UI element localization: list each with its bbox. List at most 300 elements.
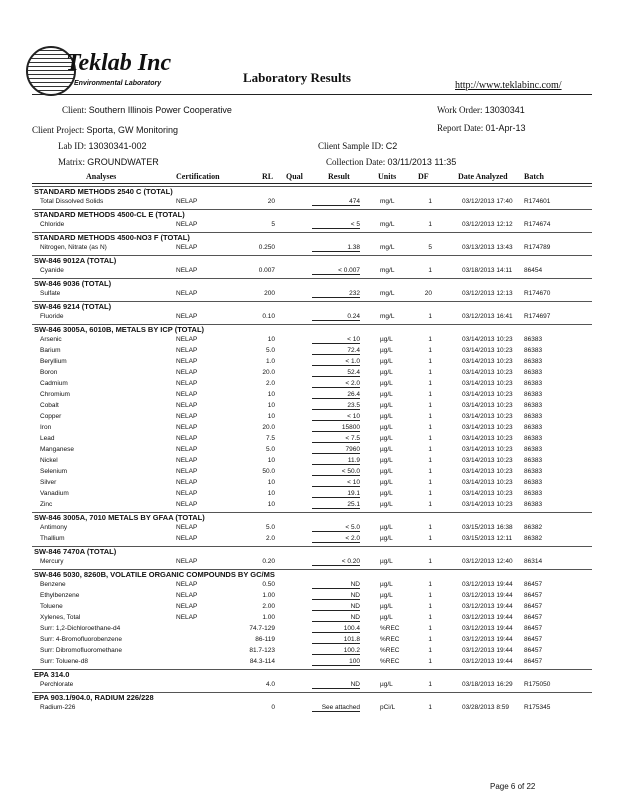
project-line: [32, 125, 178, 135]
col-qual: Qual: [286, 172, 303, 181]
cell-batch: 86383: [524, 435, 543, 442]
cell-batch: 86457: [524, 581, 543, 588]
cell-certification: NELAP: [176, 221, 198, 228]
cell-certification: NELAP: [176, 490, 198, 497]
cell-batch: 86383: [524, 358, 543, 365]
matrix-label: Matrix:: [58, 157, 85, 167]
cell-certification: NELAP: [176, 501, 198, 508]
cell-rl: 5: [271, 221, 275, 228]
cell-date-analyzed: 03/12/2013 17:40: [462, 198, 513, 205]
cell-analyte: Beryllium: [40, 358, 67, 365]
cell-result: 474: [312, 198, 360, 206]
cell-date-analyzed: 03/14/2013 10:23: [462, 358, 513, 365]
cell-certification: NELAP: [176, 290, 198, 297]
cell-date-analyzed: 03/14/2013 10:23: [462, 413, 513, 420]
client-label: Client:: [62, 105, 87, 115]
cell-rl: 86-119: [255, 636, 275, 643]
section-title: STANDARD METHODS 4500-CL E (TOTAL): [34, 210, 185, 219]
table-row: [0, 703, 619, 714]
sample-id-label: Client Sample ID:: [318, 141, 384, 151]
table-row: [0, 401, 619, 412]
cell-certification: NELAP: [176, 336, 198, 343]
cell-certification: NELAP: [176, 244, 198, 251]
cell-units: µg/L: [380, 614, 393, 621]
table-row: [0, 500, 619, 511]
table-row: [0, 379, 619, 390]
cell-rl: 5.0: [265, 446, 275, 453]
cell-result: 25.1: [312, 501, 360, 509]
cell-df: 1: [428, 358, 432, 365]
cell-units: µg/L: [380, 347, 393, 354]
cell-rl: 10: [267, 413, 275, 420]
table-row: [0, 489, 619, 500]
cell-result: 15800: [312, 424, 360, 432]
cell-rl: 0.007: [258, 267, 275, 274]
cell-batch: 86383: [524, 380, 543, 387]
section-title: SW-846 7470A (TOTAL): [34, 547, 117, 556]
cell-rl: 4.0: [265, 681, 275, 688]
cell-analyte: Copper: [40, 413, 62, 420]
cell-certification: NELAP: [176, 198, 198, 205]
col-df: DF: [418, 172, 429, 181]
cell-units: mg/L: [380, 198, 395, 205]
cell-units: µg/L: [380, 479, 393, 486]
client-line: [62, 105, 232, 115]
cell-result: 232: [312, 290, 360, 298]
table-row: [0, 580, 619, 591]
cell-df: 1: [428, 490, 432, 497]
cell-certification: NELAP: [176, 267, 198, 274]
table-row: [0, 357, 619, 368]
cell-date-analyzed: 03/18/2013 14:11: [462, 267, 513, 274]
cell-units: µg/L: [380, 446, 393, 453]
cell-result: 26.4: [312, 391, 360, 399]
cell-batch: 86383: [524, 402, 543, 409]
cell-batch: R174789: [524, 244, 551, 251]
table-row: [0, 534, 619, 545]
cell-result: ND: [312, 592, 360, 600]
cell-df: 1: [428, 336, 432, 343]
cell-df: 1: [428, 380, 432, 387]
cell-result: 100.4: [312, 625, 360, 633]
cell-result: < 50.0: [312, 468, 360, 476]
cell-rl: 0.10: [262, 313, 275, 320]
cell-analyte: Selenium: [40, 468, 68, 475]
cell-date-analyzed: 03/14/2013 10:23: [462, 457, 513, 464]
cell-batch: 86457: [524, 647, 543, 654]
cell-date-analyzed: 03/14/2013 10:23: [462, 435, 513, 442]
cell-df: 1: [428, 413, 432, 420]
cell-units: µg/L: [380, 369, 393, 376]
table-row: [0, 523, 619, 534]
report-date-label: Report Date:: [437, 123, 484, 133]
cell-analyte: Ethylbenzene: [40, 592, 80, 599]
col-certification: Certification: [176, 172, 220, 181]
cell-analyte: Arsenic: [40, 336, 62, 343]
company-subtitle: Environmental Laboratory: [74, 80, 162, 87]
cell-certification: NELAP: [176, 347, 198, 354]
cell-batch: 86457: [524, 603, 543, 610]
cell-units: µg/L: [380, 501, 393, 508]
cell-df: 1: [428, 435, 432, 442]
cell-analyte: Barium: [40, 347, 61, 354]
cell-result: ND: [312, 603, 360, 611]
section-title: SW-846 3005A, 6010B, METALS BY ICP (TOTAL): [34, 325, 205, 334]
section-title: SW-846 5030, 8260B, VOLATILE ORGANIC COMPOUNDS BY GC/MS: [34, 570, 275, 579]
cell-df: 1: [428, 625, 432, 632]
cell-date-analyzed: 03/12/2013 19:44: [462, 614, 513, 621]
cell-date-analyzed: 03/14/2013 10:23: [462, 501, 513, 508]
cell-units: mg/L: [380, 244, 395, 251]
cell-rl: 10: [267, 402, 275, 409]
cell-df: 20: [424, 290, 432, 297]
table-row: [0, 557, 619, 568]
cell-date-analyzed: 03/12/2013 16:41: [462, 313, 513, 320]
cell-certification: NELAP: [176, 369, 198, 376]
cell-units: µg/L: [380, 592, 393, 599]
cell-batch: R174697: [524, 313, 551, 320]
cell-batch: 86383: [524, 446, 543, 453]
cell-date-analyzed: 03/14/2013 10:23: [462, 380, 513, 387]
cell-date-analyzed: 03/12/2013 19:44: [462, 658, 513, 665]
cell-batch: 86382: [524, 524, 543, 531]
work-order-value: 13030341: [484, 105, 525, 115]
cell-units: µg/L: [380, 380, 393, 387]
cell-rl: 5.0: [265, 347, 275, 354]
table-row: [0, 602, 619, 613]
table-row: [0, 646, 619, 657]
cell-analyte: Mercury: [40, 558, 64, 565]
cell-units: %REC: [380, 636, 400, 643]
cell-rl: 1.0: [265, 358, 275, 365]
cell-result: < 10: [312, 336, 360, 344]
cell-certification: NELAP: [176, 435, 198, 442]
work-order-line: [437, 105, 525, 115]
cell-certification: NELAP: [176, 391, 198, 398]
cell-batch: 86457: [524, 636, 543, 643]
cell-units: µg/L: [380, 581, 393, 588]
cell-df: 1: [428, 221, 432, 228]
cell-rl: 20.0: [262, 424, 275, 431]
cell-units: %REC: [380, 625, 400, 632]
cell-df: 1: [428, 558, 432, 565]
cell-batch: 86454: [524, 267, 543, 274]
cell-batch: 86383: [524, 501, 543, 508]
cell-batch: 86383: [524, 457, 543, 464]
table-row: [0, 390, 619, 401]
cell-batch: 86383: [524, 468, 543, 475]
cell-analyte: Xylenes, Total: [40, 614, 81, 621]
cell-date-analyzed: 03/14/2013 10:23: [462, 446, 513, 453]
cell-result: < 2.0: [312, 380, 360, 388]
collection-label: Collection Date:: [326, 157, 386, 167]
section-title: EPA 903.1/904.0, RADIUM 226/228: [34, 693, 154, 702]
cell-date-analyzed: 03/15/2013 12:11: [462, 535, 513, 542]
cell-result: 23.5: [312, 402, 360, 410]
cell-df: 1: [428, 681, 432, 688]
company-url-link[interactable]: http://www.teklabinc.com/: [455, 80, 562, 91]
section-title: SW-846 3005A, 7010 METALS BY GFAA (TOTAL): [34, 513, 205, 522]
section-title: EPA 314.0: [34, 670, 70, 679]
cell-analyte: Benzene: [40, 581, 66, 588]
col-date-analyzed: Date Analyzed: [458, 172, 508, 181]
cell-rl: 10: [267, 391, 275, 398]
cell-rl: 84.3-114: [249, 658, 275, 665]
section-title: SW-846 9036 (TOTAL): [34, 279, 112, 288]
cell-rl: 2.0: [265, 535, 275, 542]
cell-df: 1: [428, 313, 432, 320]
cell-date-analyzed: 03/15/2013 16:38: [462, 524, 513, 531]
cell-result: < 10: [312, 413, 360, 421]
cell-analyte: Thallium: [40, 535, 65, 542]
cell-units: µg/L: [380, 468, 393, 475]
cell-df: 1: [428, 704, 432, 711]
project-value: Sporta, GW Monitoring: [86, 125, 179, 135]
col-rl: RL: [262, 172, 274, 181]
cell-result: 7960: [312, 446, 360, 454]
cell-rl: 7.5: [265, 435, 275, 442]
cell-batch: 86383: [524, 424, 543, 431]
client-value: Southern Illinois Power Cooperative: [88, 105, 232, 115]
cell-units: µg/L: [380, 558, 393, 565]
cell-rl: 10: [267, 336, 275, 343]
cell-result: 100.2: [312, 647, 360, 655]
cell-units: µg/L: [380, 391, 393, 398]
cell-date-analyzed: 03/14/2013 10:23: [462, 402, 513, 409]
company-name: Teklab Inc: [66, 50, 172, 76]
report-date-line: [437, 123, 526, 133]
cell-units: µg/L: [380, 524, 393, 531]
cell-result: < 7.5: [312, 435, 360, 443]
cell-units: %REC: [380, 647, 400, 654]
cell-date-analyzed: 03/12/2013 12:12: [462, 221, 513, 228]
cell-date-analyzed: 03/14/2013 10:23: [462, 490, 513, 497]
cell-batch: 86383: [524, 413, 543, 420]
cell-df: 1: [428, 535, 432, 542]
cell-certification: NELAP: [176, 413, 198, 420]
cell-analyte: Silver: [40, 479, 57, 486]
table-row: [0, 445, 619, 456]
cell-analyte: Vanadium: [40, 490, 69, 497]
cell-units: µg/L: [380, 413, 393, 420]
cell-rl: 10: [267, 479, 275, 486]
column-header-rule: [32, 183, 592, 184]
cell-units: µg/L: [380, 424, 393, 431]
table-row: [0, 635, 619, 646]
cell-result: < 5: [312, 221, 360, 229]
cell-rl: 0: [271, 704, 275, 711]
cell-result: < 0.007: [312, 267, 360, 275]
cell-date-analyzed: 03/18/2013 16:29: [462, 681, 513, 688]
cell-batch: 86382: [524, 535, 543, 542]
cell-rl: 2.0: [265, 380, 275, 387]
table-row: [0, 613, 619, 624]
table-row: [0, 266, 619, 277]
cell-rl: 200: [264, 290, 275, 297]
cell-date-analyzed: 03/12/2013 19:44: [462, 625, 513, 632]
table-row: [0, 423, 619, 434]
cell-df: 1: [428, 402, 432, 409]
cell-units: µg/L: [380, 336, 393, 343]
cell-date-analyzed: 03/14/2013 10:23: [462, 468, 513, 475]
cell-batch: 86383: [524, 479, 543, 486]
cell-result: 52.4: [312, 369, 360, 377]
cell-df: 1: [428, 391, 432, 398]
cell-analyte: Toluene: [40, 603, 63, 610]
table-row: [0, 220, 619, 231]
cell-date-analyzed: 03/28/2013 8:59: [462, 704, 509, 711]
table-row: [0, 243, 619, 254]
cell-result: 11.9: [312, 457, 360, 465]
cell-units: %REC: [380, 658, 400, 665]
section-title: STANDARD METHODS 4500-NO3 F (TOTAL): [34, 233, 190, 242]
cell-result: < 1.0: [312, 358, 360, 366]
cell-certification: NELAP: [176, 380, 198, 387]
cell-result: ND: [312, 614, 360, 622]
cell-result: < 0.20: [312, 558, 360, 566]
section-rule: [32, 301, 592, 302]
cell-units: mg/L: [380, 221, 395, 228]
cell-df: 5: [428, 244, 432, 251]
cell-batch: R175050: [524, 681, 551, 688]
table-row: [0, 478, 619, 489]
cell-analyte: Cyanide: [40, 267, 64, 274]
table-row: [0, 368, 619, 379]
section-rule: [32, 278, 592, 279]
collection-value: 03/11/2013 11:35: [387, 157, 457, 167]
cell-result: 101.8: [312, 636, 360, 644]
cell-analyte: Perchlorate: [40, 681, 74, 688]
cell-date-analyzed: 03/14/2013 10:23: [462, 336, 513, 343]
cell-analyte: Sulfate: [40, 290, 61, 297]
cell-batch: 86383: [524, 369, 543, 376]
cell-date-analyzed: 03/14/2013 10:23: [462, 391, 513, 398]
table-row: [0, 591, 619, 602]
cell-result: 72.4: [312, 347, 360, 355]
cell-df: 1: [428, 581, 432, 588]
cell-rl: 5.0: [265, 524, 275, 531]
company-logo: [22, 44, 172, 94]
cell-analyte: Lead: [40, 435, 55, 442]
cell-date-analyzed: 03/12/2013 19:44: [462, 581, 513, 588]
cell-result: 19.1: [312, 490, 360, 498]
cell-analyte: Antimony: [40, 524, 68, 531]
cell-certification: NELAP: [176, 424, 198, 431]
cell-date-analyzed: 03/12/2013 19:44: [462, 592, 513, 599]
cell-batch: 86383: [524, 490, 543, 497]
cell-df: 1: [428, 369, 432, 376]
report-date-value: 01-Apr-13: [485, 123, 526, 133]
cell-certification: NELAP: [176, 313, 198, 320]
cell-batch: 86383: [524, 347, 543, 354]
col-result: Result: [328, 172, 350, 181]
table-row: [0, 346, 619, 357]
cell-analyte: Nitrogen, Nitrate (as N): [40, 244, 107, 251]
table-row: [0, 456, 619, 467]
cell-df: 1: [428, 198, 432, 205]
cell-result: 0.24: [312, 313, 360, 321]
cell-analyte: Chromium: [40, 391, 70, 398]
header-divider: [32, 94, 592, 95]
cell-df: 1: [428, 468, 432, 475]
cell-units: µg/L: [380, 435, 393, 442]
page-number: Page 6 of 22: [490, 782, 536, 791]
cell-batch: R175345: [524, 704, 551, 711]
cell-df: 1: [428, 501, 432, 508]
cell-units: mg/L: [380, 313, 395, 320]
cell-result: 1.38: [312, 244, 360, 252]
section-title: SW-846 9012A (TOTAL): [34, 256, 117, 265]
cell-df: 1: [428, 347, 432, 354]
cell-batch: 86383: [524, 391, 543, 398]
cell-batch: 86383: [524, 336, 543, 343]
cell-rl: 1.00: [262, 592, 275, 599]
lab-id-label: Lab ID:: [58, 141, 87, 151]
cell-analyte: Boron: [40, 369, 58, 376]
cell-batch: 86457: [524, 658, 543, 665]
cell-analyte: Nickel: [40, 457, 58, 464]
cell-rl: 0.250: [258, 244, 275, 251]
table-row: [0, 434, 619, 445]
cell-certification: NELAP: [176, 592, 198, 599]
cell-df: 1: [428, 592, 432, 599]
cell-units: µg/L: [380, 490, 393, 497]
col-analyses: Analyses: [86, 172, 117, 181]
sample-id-value: C2: [385, 141, 398, 151]
cell-analyte: Chloride: [40, 221, 65, 228]
cell-units: µg/L: [380, 681, 393, 688]
cell-certification: NELAP: [176, 603, 198, 610]
cell-analyte: Zinc: [40, 501, 53, 508]
cell-analyte: Surr: 1,2-Dichloroethane-d4: [40, 625, 121, 632]
cell-df: 1: [428, 636, 432, 643]
cell-certification: NELAP: [176, 468, 198, 475]
table-row: [0, 289, 619, 300]
cell-analyte: Surr: 4-Bromofluorobenzene: [40, 636, 123, 643]
table-row: [0, 657, 619, 668]
matrix-value: GROUNDWATER: [87, 157, 159, 167]
sample-id-line: [318, 141, 397, 151]
cell-units: µg/L: [380, 358, 393, 365]
work-order-label: Work Order:: [437, 105, 483, 115]
cell-df: 1: [428, 603, 432, 610]
cell-result: See attached: [312, 704, 360, 712]
cell-units: mg/L: [380, 290, 395, 297]
cell-df: 1: [428, 457, 432, 464]
lab-id-line: [58, 141, 147, 151]
cell-date-analyzed: 03/14/2013 10:23: [462, 479, 513, 486]
table-row: [0, 467, 619, 478]
cell-batch: 86457: [524, 625, 543, 632]
cell-rl: 10: [267, 501, 275, 508]
cell-batch: R174670: [524, 290, 551, 297]
cell-certification: NELAP: [176, 479, 198, 486]
cell-df: 1: [428, 658, 432, 665]
cell-df: 1: [428, 524, 432, 531]
cell-rl: 0.20: [262, 558, 275, 565]
cell-rl: 20: [267, 198, 275, 205]
cell-result: ND: [312, 581, 360, 589]
cell-certification: NELAP: [176, 614, 198, 621]
cell-certification: NELAP: [176, 581, 198, 588]
cell-analyte: Radium-226: [40, 704, 76, 711]
col-batch: Batch: [524, 172, 544, 181]
project-label: Client Project:: [32, 125, 85, 135]
cell-rl: 74.7-129: [249, 625, 275, 632]
document-title: Laboratory Results: [243, 70, 351, 85]
cell-analyte: Fluoride: [40, 313, 64, 320]
cell-rl: 10: [267, 490, 275, 497]
